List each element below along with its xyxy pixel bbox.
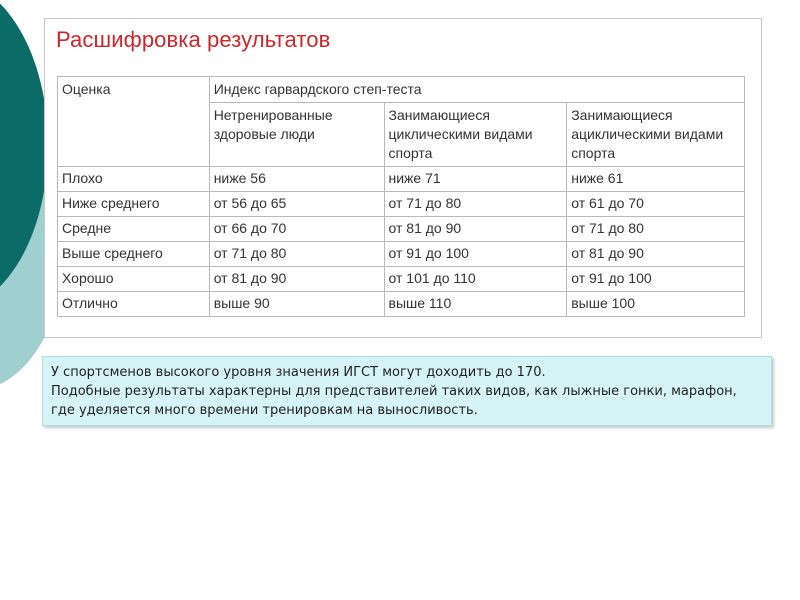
table-header-row (58, 77, 745, 103)
note-line-2: Подобные результаты характерны для представителей таких видов, как лыжные гонки, марафон, где уделяется много времени тренировкам на выносливость. (51, 384, 737, 418)
table-cell: выше 110 (384, 292, 567, 317)
table-cell: от 81 до 90 (384, 217, 567, 242)
table-row (58, 167, 745, 192)
header-index: Индекс гарвардского степ-теста (209, 77, 744, 103)
table-row (58, 217, 745, 242)
table-row (58, 267, 745, 292)
subheader-acyclic: Занимающиеся ациклическими видами спорта (567, 103, 745, 167)
table-row (58, 192, 745, 217)
table-cell: выше 90 (209, 292, 384, 317)
table-row (58, 292, 745, 317)
table-cell: от 71 до 80 (384, 192, 567, 217)
grade-cell: Отлично (58, 292, 210, 317)
results-table (57, 76, 745, 317)
table-cell: от 91 до 100 (384, 242, 567, 267)
table-cell: от 71 до 80 (567, 217, 745, 242)
grade-cell: Выше среднего (58, 242, 210, 267)
subheader-untrained: Нетренированные здоровые люди (209, 103, 384, 167)
table-cell: ниже 71 (384, 167, 567, 192)
grade-cell: Плохо (58, 167, 210, 192)
table-cell: ниже 56 (209, 167, 384, 192)
note-line-1: У спортсменов высокого уровня значения ИГСТ могут доходить до 170. (51, 365, 546, 380)
subheader-cyclic: Занимающиеся циклическими видами спорта (384, 103, 567, 167)
grade-cell: Хорошо (58, 267, 210, 292)
note-box (42, 356, 772, 426)
grade-cell: Средне (58, 217, 210, 242)
table-cell: от 71 до 80 (209, 242, 384, 267)
results-panel (44, 18, 762, 338)
table-cell: от 81 до 90 (209, 267, 384, 292)
table-cell: от 91 до 100 (567, 267, 745, 292)
table-row (58, 242, 745, 267)
table-cell: ниже 61 (567, 167, 745, 192)
table-cell: от 81 до 90 (567, 242, 745, 267)
table-cell: от 56 до 65 (209, 192, 384, 217)
table-cell: выше 100 (567, 292, 745, 317)
slide-title: Расшифровка результатов (56, 27, 331, 52)
grade-cell: Ниже среднего (58, 192, 210, 217)
table-cell: от 66 до 70 (209, 217, 384, 242)
header-grade: Оценка (58, 77, 210, 167)
table-cell: от 101 до 110 (384, 267, 567, 292)
table-cell: от 61 до 70 (567, 192, 745, 217)
